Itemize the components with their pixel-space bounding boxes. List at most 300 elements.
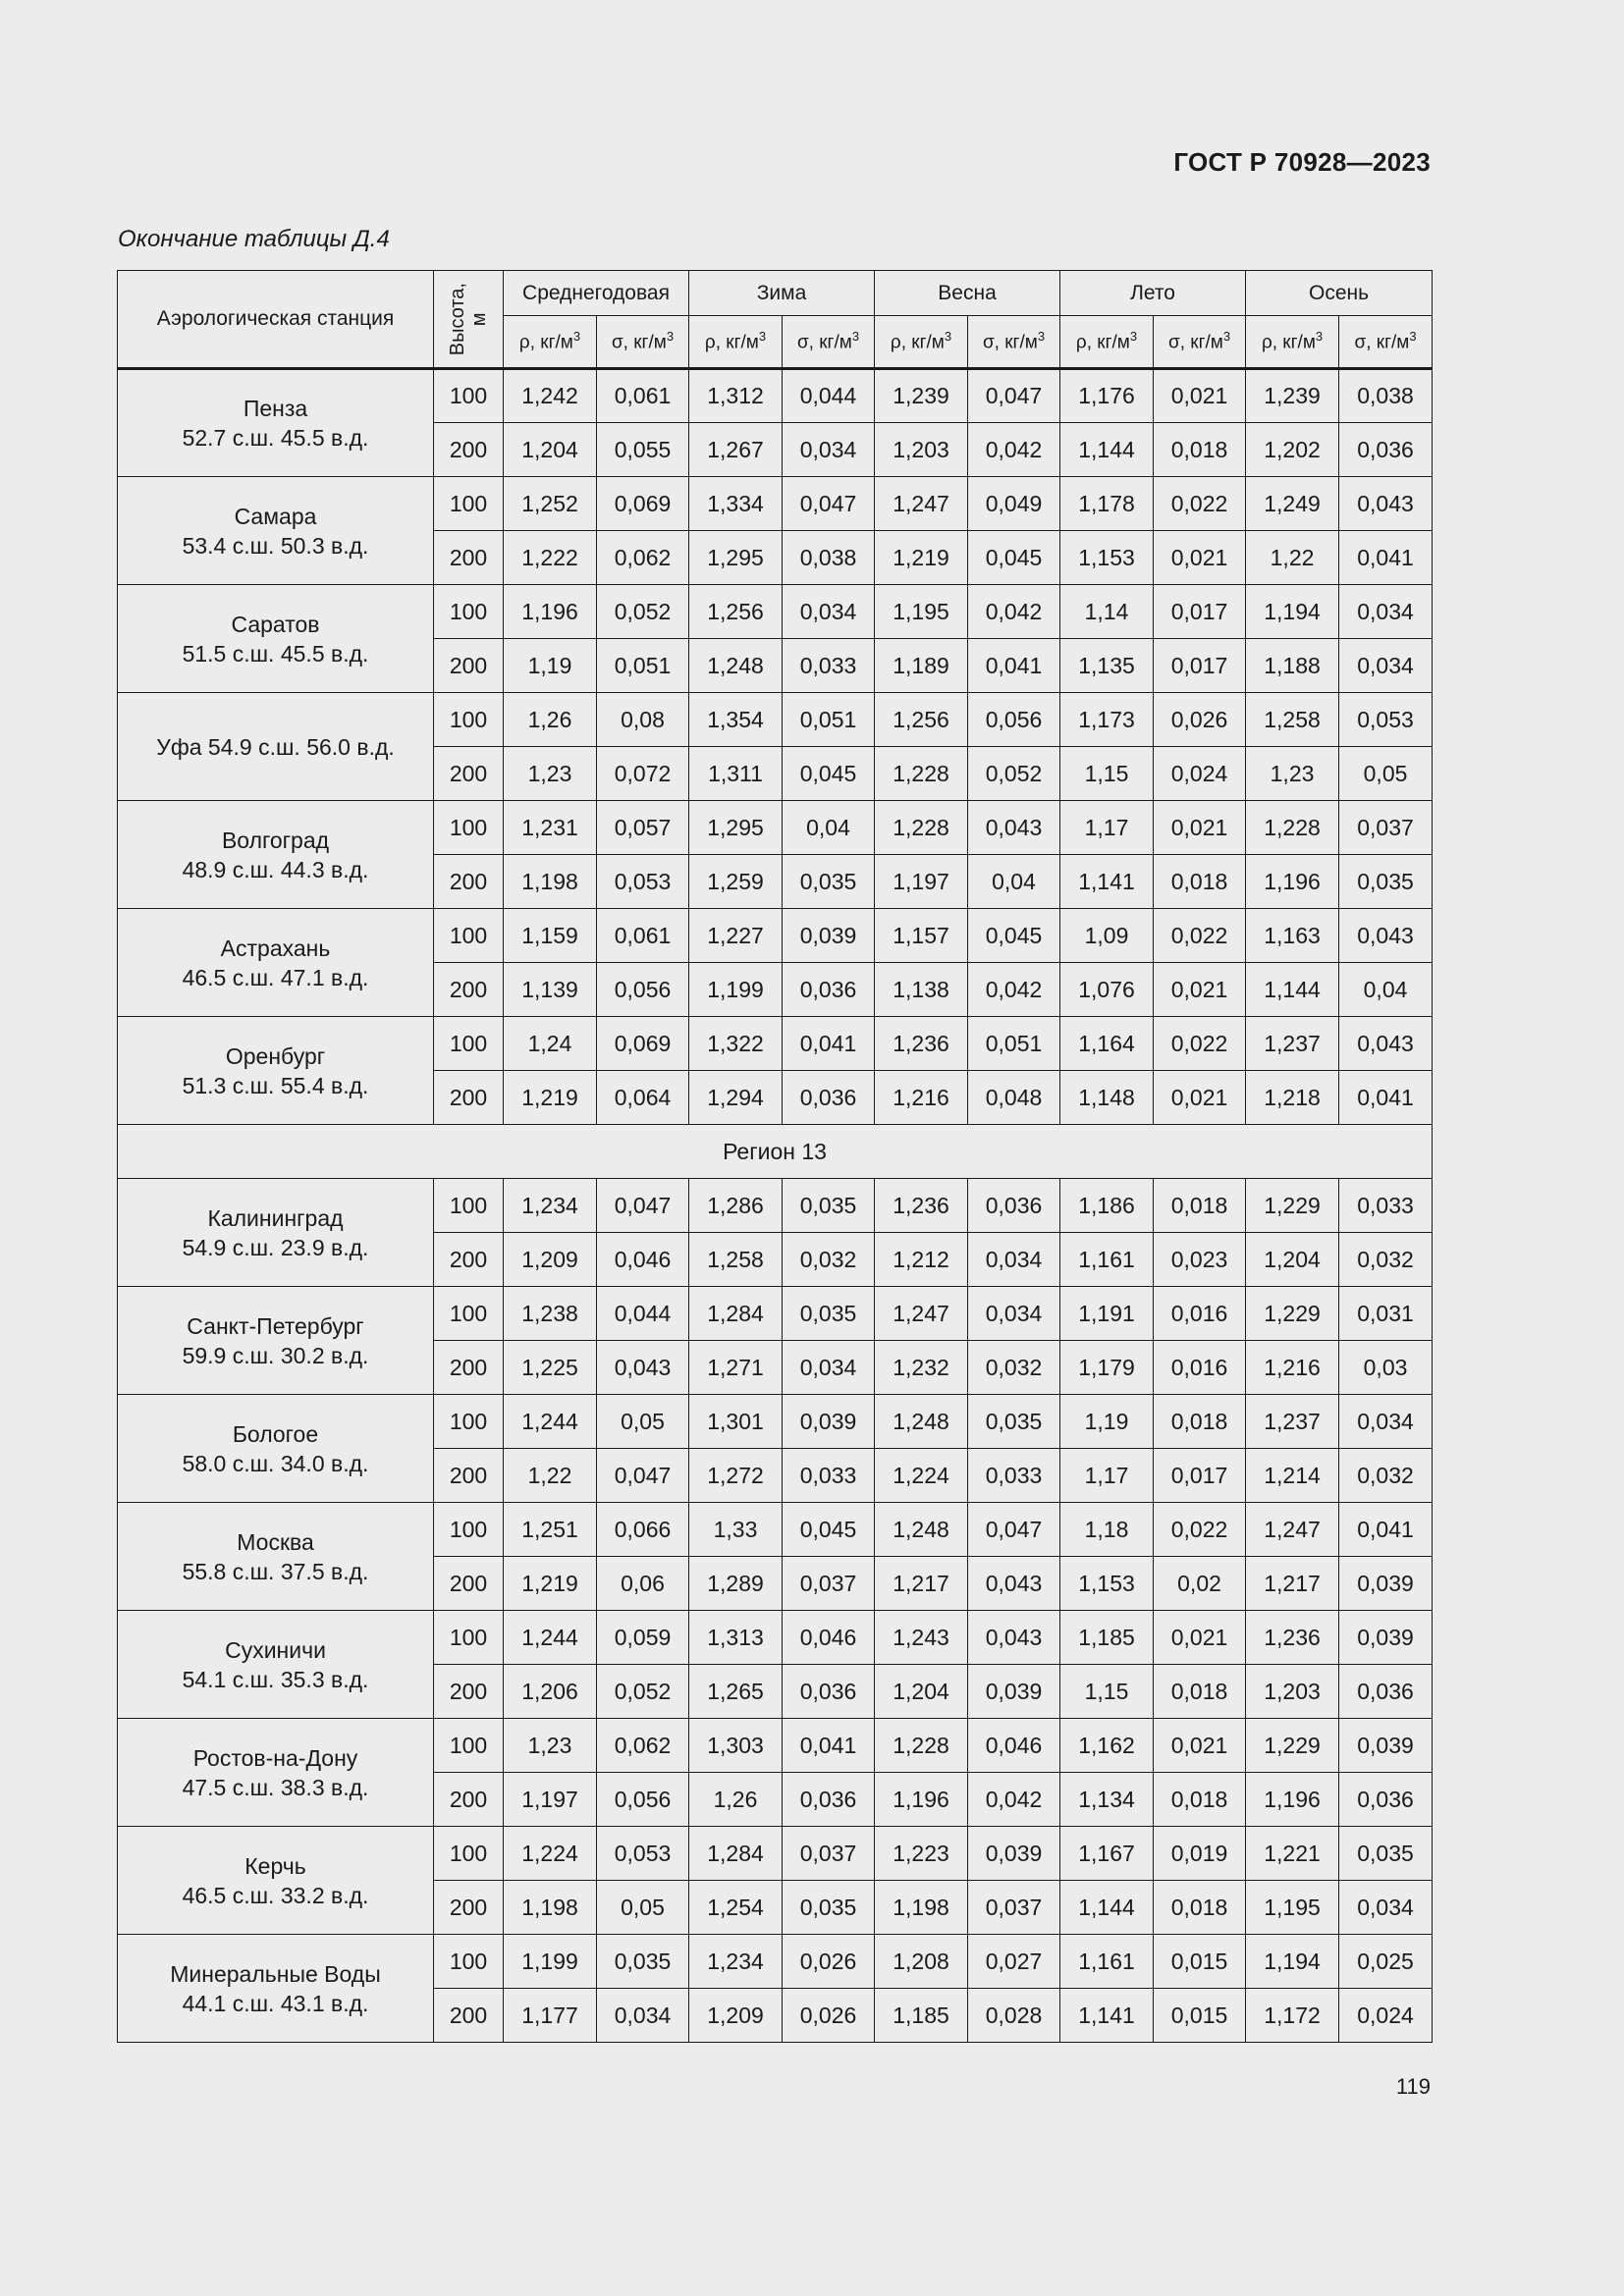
sigma-cell: 0,036 — [1339, 423, 1433, 477]
rho-cell: 1,19 — [504, 639, 597, 693]
rho-cell: 1,148 — [1060, 1071, 1154, 1125]
rho-cell: 1,219 — [504, 1071, 597, 1125]
sigma-cell: 0,034 — [1339, 1395, 1433, 1449]
sigma-cell: 0,059 — [597, 1611, 689, 1665]
sigma-cell: 0,043 — [1339, 477, 1433, 531]
rho-cell: 1,247 — [875, 1287, 968, 1341]
rho-cell: 1,311 — [689, 747, 783, 801]
sigma-cell: 0,035 — [597, 1935, 689, 1989]
sigma-cell: 0,047 — [968, 369, 1060, 423]
sigma-cell: 0,041 — [1339, 1071, 1433, 1125]
station-cell — [118, 1611, 434, 1719]
sigma-cell: 0,047 — [968, 1503, 1060, 1557]
station-coords: 55.8 с.ш. 37.5 в.д. — [182, 1558, 369, 1584]
sigma-cell: 0,043 — [968, 1557, 1060, 1611]
rho-cell: 1,196 — [1246, 855, 1339, 909]
rho-cell: 1,242 — [504, 369, 597, 423]
rho-cell: 1,212 — [875, 1233, 968, 1287]
sigma-cell: 0,025 — [1339, 1935, 1433, 1989]
rho-cell: 1,229 — [1246, 1287, 1339, 1341]
rho-cell: 1,219 — [504, 1557, 597, 1611]
rho-cell: 1,209 — [689, 1989, 783, 2043]
rho-cell: 1,224 — [504, 1827, 597, 1881]
rho-cell: 1,225 — [504, 1341, 597, 1395]
sigma-cell: 0,047 — [597, 1179, 689, 1233]
sigma-cell: 0,043 — [1339, 909, 1433, 963]
rho-cell: 1,238 — [504, 1287, 597, 1341]
sigma-cell: 0,034 — [783, 423, 875, 477]
sigma-cell: 0,022 — [1154, 1503, 1246, 1557]
height-cell: 200 — [434, 1071, 504, 1125]
sigma-cell: 0,036 — [1339, 1665, 1433, 1719]
header-season: Весна — [875, 271, 1060, 316]
table-row — [118, 1611, 1433, 1665]
sigma-cell: 0,038 — [783, 531, 875, 585]
table-row — [118, 1935, 1433, 1989]
rho-cell: 1,222 — [504, 531, 597, 585]
rho-cell: 1,229 — [1246, 1179, 1339, 1233]
rho-cell: 1,196 — [1246, 1773, 1339, 1827]
sigma-cell: 0,021 — [1154, 1611, 1246, 1665]
station-coords: 54.9 с.ш. 23.9 в.д. — [182, 1234, 369, 1260]
rho-cell: 1,196 — [875, 1773, 968, 1827]
rho-cell: 1,26 — [504, 693, 597, 747]
rho-cell: 1,23 — [504, 747, 597, 801]
rho-cell: 1,22 — [504, 1449, 597, 1503]
sigma-cell: 0,053 — [597, 855, 689, 909]
rho-cell: 1,191 — [1060, 1287, 1154, 1341]
header-rho — [1246, 316, 1339, 369]
height-cell: 200 — [434, 855, 504, 909]
rho-cell: 1,144 — [1060, 1881, 1154, 1935]
sigma-cell: 0,04 — [783, 801, 875, 855]
rho-cell: 1,138 — [875, 963, 968, 1017]
rho-cell: 1,177 — [504, 1989, 597, 2043]
unit-label: ρ, кг/м — [518, 332, 573, 353]
sigma-cell: 0,051 — [597, 639, 689, 693]
rho-cell: 1,249 — [1246, 477, 1339, 531]
height-cell: 100 — [434, 1611, 504, 1665]
rho-cell: 1,244 — [504, 1611, 597, 1665]
station-name: Оренбург — [225, 1042, 326, 1069]
sigma-cell: 0,015 — [1154, 1935, 1246, 1989]
rho-cell: 1,219 — [875, 531, 968, 585]
sigma-cell: 0,053 — [1339, 693, 1433, 747]
unit-exponent: 3 — [1129, 329, 1138, 345]
station-name: Минеральные Воды — [170, 1960, 381, 1987]
rho-cell: 1,173 — [1060, 693, 1154, 747]
rho-cell: 1,217 — [875, 1557, 968, 1611]
sigma-cell: 0,046 — [597, 1233, 689, 1287]
station-name: Санкт-Петербург — [187, 1312, 364, 1339]
unit-label: ρ, кг/м — [704, 332, 759, 353]
unit-exponent: 3 — [1037, 329, 1046, 345]
rho-cell: 1,254 — [689, 1881, 783, 1935]
sigma-cell: 0,023 — [1154, 1233, 1246, 1287]
rho-cell: 1,295 — [689, 531, 783, 585]
sigma-cell: 0,062 — [597, 1719, 689, 1773]
height-cell: 100 — [434, 693, 504, 747]
sigma-cell: 0,034 — [968, 1233, 1060, 1287]
sigma-cell: 0,062 — [597, 531, 689, 585]
sigma-cell: 0,035 — [783, 1179, 875, 1233]
height-cell: 200 — [434, 1341, 504, 1395]
sigma-cell: 0,016 — [1154, 1287, 1246, 1341]
rho-cell: 1,228 — [875, 801, 968, 855]
table-row — [118, 1017, 1433, 1071]
sigma-cell: 0,039 — [783, 909, 875, 963]
rho-cell: 1,198 — [504, 855, 597, 909]
rho-cell: 1,248 — [875, 1395, 968, 1449]
rho-cell: 1,141 — [1060, 1989, 1154, 2043]
sigma-cell: 0,039 — [783, 1395, 875, 1449]
rho-cell: 1,17 — [1060, 801, 1154, 855]
height-cell: 200 — [434, 1881, 504, 1935]
sigma-cell: 0,018 — [1154, 1179, 1246, 1233]
sigma-cell: 0,036 — [783, 963, 875, 1017]
station-cell — [118, 1719, 434, 1827]
rho-cell: 1,227 — [689, 909, 783, 963]
height-cell: 100 — [434, 1179, 504, 1233]
height-cell: 100 — [434, 801, 504, 855]
rho-cell: 1,258 — [689, 1233, 783, 1287]
sigma-cell: 0,08 — [597, 693, 689, 747]
height-cell: 200 — [434, 963, 504, 1017]
sigma-cell: 0,051 — [968, 1017, 1060, 1071]
station-cell — [118, 1017, 434, 1125]
rho-cell: 1,185 — [875, 1989, 968, 2043]
region-label: Регион 13 — [118, 1125, 1433, 1179]
region-row — [118, 1125, 1433, 1179]
sigma-cell: 0,022 — [1154, 477, 1246, 531]
sigma-cell: 0,017 — [1154, 585, 1246, 639]
sigma-cell: 0,02 — [1154, 1557, 1246, 1611]
sigma-cell: 0,045 — [783, 747, 875, 801]
sigma-cell: 0,039 — [968, 1665, 1060, 1719]
sigma-cell: 0,052 — [968, 747, 1060, 801]
station-coords: 51.5 с.ш. 45.5 в.д. — [182, 640, 369, 667]
station-cell — [118, 693, 434, 801]
station-coords: 44.1 с.ш. 43.1 в.д. — [182, 1990, 369, 2016]
rho-cell: 1,229 — [1246, 1719, 1339, 1773]
rho-cell: 1,196 — [504, 585, 597, 639]
rho-cell: 1,236 — [875, 1017, 968, 1071]
sigma-cell: 0,043 — [968, 801, 1060, 855]
rho-cell: 1,228 — [875, 1719, 968, 1773]
rho-cell: 1,09 — [1060, 909, 1154, 963]
rho-cell: 1,161 — [1060, 1233, 1154, 1287]
station-coords: 59.9 с.ш. 30.2 в.д. — [182, 1342, 369, 1368]
sigma-cell: 0,033 — [968, 1449, 1060, 1503]
sigma-cell: 0,034 — [1339, 1881, 1433, 1935]
rho-cell: 1,209 — [504, 1233, 597, 1287]
sigma-cell: 0,037 — [783, 1827, 875, 1881]
rho-cell: 1,076 — [1060, 963, 1154, 1017]
sigma-cell: 0,039 — [1339, 1719, 1433, 1773]
rho-cell: 1,248 — [875, 1503, 968, 1557]
rho-cell: 1,237 — [1246, 1017, 1339, 1071]
sigma-cell: 0,022 — [1154, 909, 1246, 963]
rho-cell: 1,206 — [504, 1665, 597, 1719]
rho-cell: 1,256 — [875, 693, 968, 747]
rho-cell: 1,194 — [1246, 585, 1339, 639]
table-header — [118, 271, 1433, 369]
station-name: Москва — [237, 1528, 314, 1555]
height-cell: 200 — [434, 1233, 504, 1287]
sigma-cell: 0,032 — [968, 1341, 1060, 1395]
station-name: Самара — [234, 503, 317, 529]
sigma-cell: 0,039 — [968, 1827, 1060, 1881]
rho-cell: 1,232 — [875, 1341, 968, 1395]
rho-cell: 1,236 — [875, 1179, 968, 1233]
sigma-cell: 0,034 — [1339, 585, 1433, 639]
sigma-cell: 0,041 — [783, 1719, 875, 1773]
rho-cell: 1,334 — [689, 477, 783, 531]
header-season: Среднегодовая — [504, 271, 689, 316]
station-name: Ростов-на-Дону — [192, 1744, 358, 1771]
rho-cell: 1,179 — [1060, 1341, 1154, 1395]
rho-cell: 1,208 — [875, 1935, 968, 1989]
rho-cell: 1,217 — [1246, 1557, 1339, 1611]
sigma-cell: 0,035 — [968, 1395, 1060, 1449]
height-cell: 100 — [434, 585, 504, 639]
unit-exponent: 3 — [1409, 329, 1417, 345]
sigma-cell: 0,066 — [597, 1503, 689, 1557]
rho-cell: 1,234 — [504, 1179, 597, 1233]
height-cell: 200 — [434, 1557, 504, 1611]
sigma-cell: 0,035 — [1339, 855, 1433, 909]
height-cell: 100 — [434, 369, 504, 423]
rho-cell: 1,239 — [1246, 369, 1339, 423]
sigma-cell: 0,035 — [783, 1881, 875, 1935]
sigma-cell: 0,046 — [968, 1719, 1060, 1773]
sigma-cell: 0,038 — [1339, 369, 1433, 423]
rho-cell: 1,203 — [875, 423, 968, 477]
sigma-cell: 0,017 — [1154, 639, 1246, 693]
rho-cell: 1,231 — [504, 801, 597, 855]
height-cell: 200 — [434, 1989, 504, 2043]
sigma-cell: 0,045 — [783, 1503, 875, 1557]
rho-cell: 1,252 — [504, 477, 597, 531]
rho-cell: 1,202 — [1246, 423, 1339, 477]
rho-cell: 1,26 — [689, 1773, 783, 1827]
rho-cell: 1,134 — [1060, 1773, 1154, 1827]
rho-cell: 1,139 — [504, 963, 597, 1017]
density-table — [117, 270, 1433, 2043]
station-coords: 52.7 с.ш. 45.5 в.д. — [182, 425, 369, 451]
rho-cell: 1,22 — [1246, 531, 1339, 585]
station-cell — [118, 801, 434, 909]
sigma-cell: 0,072 — [597, 747, 689, 801]
table-row — [118, 369, 1433, 423]
rho-cell: 1,258 — [1246, 693, 1339, 747]
sigma-cell: 0,048 — [968, 1071, 1060, 1125]
rho-cell: 1,144 — [1246, 963, 1339, 1017]
header-rho — [689, 316, 783, 369]
rho-cell: 1,295 — [689, 801, 783, 855]
sigma-cell: 0,056 — [597, 1773, 689, 1827]
rho-cell: 1,247 — [875, 477, 968, 531]
height-cell: 200 — [434, 639, 504, 693]
unit-exponent: 3 — [758, 329, 767, 345]
rho-cell: 1,322 — [689, 1017, 783, 1071]
rho-cell: 1,197 — [875, 855, 968, 909]
sigma-cell: 0,035 — [1339, 1827, 1433, 1881]
sigma-cell: 0,033 — [783, 639, 875, 693]
sigma-cell: 0,015 — [1154, 1989, 1246, 2043]
rho-cell: 1,248 — [689, 639, 783, 693]
header-sigma — [1339, 316, 1433, 369]
sigma-cell: 0,036 — [783, 1665, 875, 1719]
sigma-cell: 0,034 — [968, 1287, 1060, 1341]
rho-cell: 1,135 — [1060, 639, 1154, 693]
table-row — [118, 693, 1433, 747]
station-name: Пенза — [243, 396, 308, 421]
rho-cell: 1,15 — [1060, 747, 1154, 801]
rho-cell: 1,354 — [689, 693, 783, 747]
rho-cell: 1,244 — [504, 1395, 597, 1449]
sigma-cell: 0,055 — [597, 423, 689, 477]
rho-cell: 1,228 — [875, 747, 968, 801]
sigma-cell: 0,032 — [1339, 1449, 1433, 1503]
sigma-cell: 0,05 — [1339, 747, 1433, 801]
rho-cell: 1,223 — [875, 1827, 968, 1881]
sigma-cell: 0,041 — [783, 1017, 875, 1071]
rho-cell: 1,237 — [1246, 1395, 1339, 1449]
rho-cell: 1,203 — [1246, 1665, 1339, 1719]
unit-exponent: 3 — [572, 329, 581, 345]
sigma-cell: 0,047 — [597, 1449, 689, 1503]
sigma-cell: 0,042 — [968, 585, 1060, 639]
table-row — [118, 909, 1433, 963]
station-name: Сухиничи — [225, 1636, 326, 1663]
rho-cell: 1,228 — [1246, 801, 1339, 855]
table-row — [118, 477, 1433, 531]
sigma-cell: 0,018 — [1154, 855, 1246, 909]
header-rho — [875, 316, 968, 369]
sigma-cell: 0,021 — [1154, 1071, 1246, 1125]
rho-cell: 1,172 — [1246, 1989, 1339, 2043]
rho-cell: 1,195 — [875, 585, 968, 639]
height-cell: 100 — [434, 1827, 504, 1881]
sigma-cell: 0,041 — [1339, 1503, 1433, 1557]
unit-label: σ, кг/м — [982, 332, 1038, 353]
sigma-cell: 0,033 — [1339, 1179, 1433, 1233]
table-body — [118, 369, 1433, 2043]
rho-cell: 1,256 — [689, 585, 783, 639]
sigma-cell: 0,021 — [1154, 801, 1246, 855]
rho-cell: 1,33 — [689, 1503, 783, 1557]
rho-cell: 1,23 — [504, 1719, 597, 1773]
unit-label: σ, кг/м — [1167, 332, 1223, 353]
station-coords: 51.3 с.ш. 55.4 в.д. — [182, 1072, 369, 1098]
rho-cell: 1,17 — [1060, 1449, 1154, 1503]
station-cell — [118, 1179, 434, 1287]
sigma-cell: 0,036 — [1339, 1773, 1433, 1827]
rho-cell: 1,284 — [689, 1827, 783, 1881]
rho-cell: 1,214 — [1246, 1449, 1339, 1503]
rho-cell: 1,236 — [1246, 1611, 1339, 1665]
sigma-cell: 0,05 — [597, 1881, 689, 1935]
sigma-cell: 0,021 — [1154, 531, 1246, 585]
rho-cell: 1,195 — [1246, 1881, 1339, 1935]
header-sigma — [968, 316, 1060, 369]
sigma-cell: 0,041 — [1339, 531, 1433, 585]
sigma-cell: 0,057 — [597, 801, 689, 855]
sigma-cell: 0,053 — [597, 1827, 689, 1881]
sigma-cell: 0,05 — [597, 1395, 689, 1449]
rho-cell: 1,301 — [689, 1395, 783, 1449]
header-height — [434, 271, 504, 369]
unit-exponent: 3 — [851, 329, 860, 345]
height-cell: 200 — [434, 423, 504, 477]
height-cell: 100 — [434, 477, 504, 531]
table-row — [118, 585, 1433, 639]
rho-cell: 1,161 — [1060, 1935, 1154, 1989]
rho-cell: 1,312 — [689, 369, 783, 423]
unit-label: σ, кг/м — [1354, 332, 1410, 353]
rho-cell: 1,157 — [875, 909, 968, 963]
sigma-cell: 0,06 — [597, 1557, 689, 1611]
station-name: Уфа 54.9 с.ш. 56.0 в.д. — [156, 733, 395, 760]
sigma-cell: 0,036 — [968, 1179, 1060, 1233]
station-name: Астрахань — [220, 934, 331, 961]
sigma-cell: 0,052 — [597, 585, 689, 639]
rho-cell: 1,221 — [1246, 1827, 1339, 1881]
rho-cell: 1,234 — [689, 1935, 783, 1989]
sigma-cell: 0,024 — [1339, 1989, 1433, 2043]
rho-cell: 1,271 — [689, 1341, 783, 1395]
sigma-cell: 0,026 — [783, 1935, 875, 1989]
sigma-cell: 0,056 — [968, 693, 1060, 747]
rho-cell: 1,14 — [1060, 585, 1154, 639]
unit-label: σ, кг/м — [796, 332, 852, 353]
rho-cell: 1,199 — [504, 1935, 597, 1989]
station-name: Саратов — [231, 611, 320, 637]
header-station: Аэрологическая станция — [118, 271, 434, 369]
station-cell — [118, 909, 434, 1017]
sigma-cell: 0,061 — [597, 369, 689, 423]
sigma-cell: 0,037 — [1339, 801, 1433, 855]
sigma-cell: 0,018 — [1154, 1665, 1246, 1719]
sigma-cell: 0,047 — [783, 477, 875, 531]
sigma-cell: 0,017 — [1154, 1449, 1246, 1503]
rho-cell: 1,216 — [1246, 1341, 1339, 1395]
rho-cell: 1,15 — [1060, 1665, 1154, 1719]
unit-label: ρ, кг/м — [890, 332, 945, 353]
sigma-cell: 0,033 — [783, 1449, 875, 1503]
rho-cell: 1,265 — [689, 1665, 783, 1719]
station-coords: 48.9 с.ш. 44.3 в.д. — [182, 856, 369, 882]
standard-code: ГОСТ Р 70928—2023 — [1173, 147, 1431, 177]
rho-cell: 1,204 — [504, 423, 597, 477]
sigma-cell: 0,043 — [968, 1611, 1060, 1665]
sigma-cell: 0,04 — [1339, 963, 1433, 1017]
station-cell — [118, 1503, 434, 1611]
station-name: Бологое — [232, 1420, 319, 1447]
rho-cell: 1,144 — [1060, 423, 1154, 477]
station-coords: 47.5 с.ш. 38.3 в.д. — [182, 1774, 369, 1800]
height-cell: 200 — [434, 747, 504, 801]
rho-cell: 1,23 — [1246, 747, 1339, 801]
sigma-cell: 0,036 — [783, 1773, 875, 1827]
sigma-cell: 0,035 — [783, 1287, 875, 1341]
rho-cell: 1,224 — [875, 1449, 968, 1503]
table-row — [118, 801, 1433, 855]
rho-cell: 1,164 — [1060, 1017, 1154, 1071]
sigma-cell: 0,069 — [597, 1017, 689, 1071]
unit-label: ρ, кг/м — [1261, 332, 1316, 353]
